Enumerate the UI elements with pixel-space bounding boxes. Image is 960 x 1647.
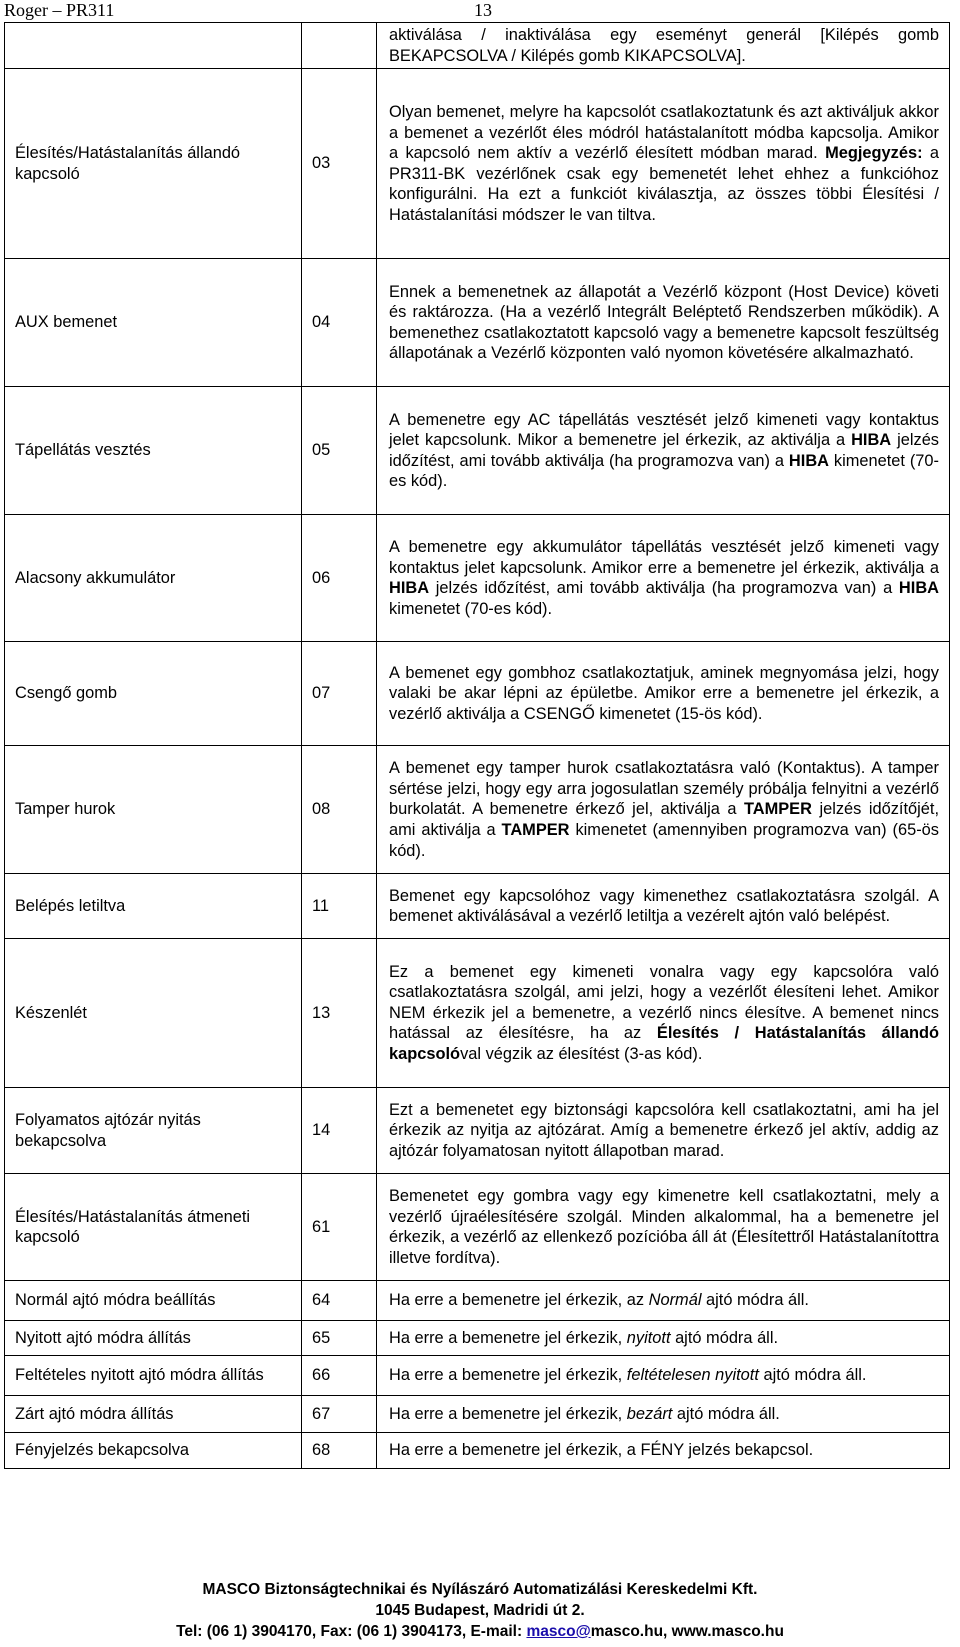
input-function-code: 65: [302, 1321, 377, 1356]
table-row: [5, 23, 950, 69]
input-functions-table: [4, 22, 950, 1469]
input-function-name: [5, 23, 302, 69]
input-function-description: [377, 1321, 950, 1356]
input-function-code: 14: [302, 1088, 377, 1174]
input-function-code: 64: [302, 1281, 377, 1321]
description-text: jelzés időzítést, ami tovább aktiválja (ha programozva van) a: [429, 579, 899, 598]
description-text: ajtó módra áll.: [758, 1366, 867, 1385]
input-function-name: Folyamatos ajtózár nyitás bekapcsolva: [5, 1088, 302, 1174]
table-row: [5, 1321, 950, 1356]
input-function-description: [377, 1281, 950, 1321]
input-function-description: [377, 1356, 950, 1396]
input-function-name: Alacsony akkumulátor: [5, 515, 302, 642]
input-function-description: [377, 642, 950, 746]
input-function-description: [377, 1396, 950, 1433]
input-function-code: 67: [302, 1396, 377, 1433]
description-text: A bemenetre egy akkumulátor tápellátás vesztését jelző kimeneti vagy kontaktus jelet kapcsolunk. Amikor erre a bemenetre jel érkezik, aktiválja a: [389, 538, 939, 577]
description-text: aktiválása / inaktiválása egy eseményt generál [Kilépés gomb BEKAPCSOLVA / Kilépés gomb KIKAPCSOLVA].: [389, 26, 939, 65]
table-row: [5, 259, 950, 387]
table-row: [5, 874, 950, 939]
description-text: Ha erre a bemenetre jel érkezik, a FÉNY jelzés bekapcsol.: [389, 1441, 814, 1460]
italic-text: feltételesen nyitott: [626, 1366, 759, 1385]
input-function-name: Tamper hurok: [5, 746, 302, 874]
italic-text: bezárt: [626, 1404, 673, 1423]
input-function-code: 07: [302, 642, 377, 746]
bold-text: TAMPER: [501, 820, 570, 839]
description-text: val végzik az élesítést (3-as kód).: [460, 1045, 703, 1064]
table-row: [5, 1433, 950, 1469]
table-row: [5, 642, 950, 746]
footer-contact: [0, 1621, 960, 1642]
input-function-name: Zárt ajtó módra állítás: [5, 1396, 302, 1433]
table-row: [5, 1356, 950, 1396]
input-function-code: 08: [302, 746, 377, 874]
footer-email-link[interactable]: masco@: [526, 1623, 591, 1640]
description-text: Ha erre a bemenetre jel érkezik,: [389, 1366, 627, 1385]
description-text: ajtó módra áll.: [670, 1328, 779, 1347]
description-text: kimenetet (amennyiben programozva van) (65-ös kód).: [389, 820, 939, 860]
input-function-code: [302, 23, 377, 69]
table-row: [5, 387, 950, 515]
bold-text: HIBA: [788, 451, 829, 470]
footer-address: 1045 Budapest, Madridi út 2.: [375, 1602, 585, 1619]
input-function-description: [377, 1088, 950, 1174]
footer-contact-prefix: Tel: (06 1) 3904170, Fax: (06 1) 3904173, E-mail:: [176, 1623, 527, 1640]
description-text: Ezt a bemenetet egy biztonsági kapcsolóra kell csatlakoztatni, ami ha jel érkezik az nyitja az ajtózárat. Amíg a bemenetre érkező jel aktív, addig az ajtózár folyamatosan nyitott állapotban marad.: [389, 1100, 939, 1160]
bold-text: Megjegyzés:: [825, 144, 923, 163]
input-function-name: Élesítés/Hatástalanítás átmeneti kapcsoló: [5, 1174, 302, 1281]
table-row: [5, 1174, 950, 1281]
input-function-name: Készenlét: [5, 939, 302, 1088]
description-text: ajtó módra áll.: [701, 1291, 809, 1310]
bold-text: HIBA: [898, 579, 939, 598]
footer: [0, 1579, 960, 1642]
table-row: [5, 1088, 950, 1174]
description-text: Ha erre a bemenetre jel érkezik,: [389, 1404, 627, 1423]
input-function-name: AUX bemenet: [5, 259, 302, 387]
description-text: a PR311-BK vezérlőnek csak egy bemenetét lehet ehhez a funkcióhoz konfigurálni. Ha ezt a funkciót kiválasztja, az összes többi Élesítési / Hatástalanítási módszer le van tiltva.: [389, 144, 939, 224]
input-function-name: Tápellátás vesztés: [5, 387, 302, 515]
description-text: A bemenetre egy AC tápellátás vesztését jelző kimeneti vagy kontaktus jelet kapcsolunk. Mikor a bemenetre jel érkezik, az aktiválja a: [389, 410, 939, 450]
description-text: ajtó módra áll.: [672, 1404, 780, 1423]
bold-text: Élesítés / Hatástalanítás állandó kapcsoló: [389, 1024, 939, 1064]
description-text: Bemenet egy kapcsolóhoz vagy kimenethez csatlakoztatásra szolgál. A bemenet aktiválásával a vezérlő letiltja a vezérelt ajtón való belépést.: [389, 886, 939, 926]
input-function-name: Normál ajtó módra beállítás: [5, 1281, 302, 1321]
input-function-code: 13: [302, 939, 377, 1088]
input-function-description: [377, 874, 950, 939]
bold-text: TAMPER: [743, 800, 812, 819]
italic-text: Normál: [648, 1291, 702, 1310]
input-function-name: Nyitott ajtó módra állítás: [5, 1321, 302, 1356]
table-row: [5, 515, 950, 642]
description-text: jelzés időzítőjét, ami aktiválja a: [389, 800, 940, 839]
input-function-code: 04: [302, 259, 377, 387]
input-function-code: 68: [302, 1433, 377, 1469]
description-text: Ez a bemenet egy kimeneti vonalra vagy egy kapcsolóra való csatlakoztatásra szolgál, ami jelzi, hogy a vezérlőt élesíteni lehet. Amikor NEM érkezik jel a bemenetre, a vezérlő nincs élesítve. A bemenet nincs hatással az élesítésre, ha az: [389, 962, 939, 1043]
description-text: A bemenet egy gombhoz csatlakoztatjuk, aminek megnyomása jelzi, hogy valaki be akar lépni az épületbe. Amikor erre a bemenetre jel érkezik, a vezérlő aktiválja a CSENGŐ kimenetet (15-ös kód).: [389, 663, 939, 723]
footer-company: MASCO Biztonságtechnikai és Nyílászáró Automatizálási Kereskedelmi Kft.: [202, 1581, 758, 1598]
input-function-description: [377, 23, 950, 69]
description-text: kimenetet (70-es kód).: [389, 451, 939, 491]
table-row: [5, 69, 950, 259]
input-function-code: 61: [302, 1174, 377, 1281]
bold-text: HIBA: [851, 431, 892, 450]
input-function-description: [377, 939, 950, 1088]
input-function-code: 11: [302, 874, 377, 939]
table-row: [5, 1281, 950, 1321]
italic-text: nyitott: [626, 1328, 671, 1347]
table-row: [5, 939, 950, 1088]
input-function-code: 66: [302, 1356, 377, 1396]
input-function-description: [377, 515, 950, 642]
input-function-code: 06: [302, 515, 377, 642]
description-text: Ha erre a bemenetre jel érkezik,: [389, 1328, 627, 1347]
description-text: A bemenet egy tamper hurok csatlakoztatásra való (Kontaktus). A tamper sértése jelzi, hogy egy arra jogosulatlan személy próbálja felnyitni a vezérlő burkolatát. A bemenetre érkező jel, aktiválja a: [389, 759, 939, 819]
description-text: kimenetet (70-es kód).: [389, 599, 553, 618]
input-function-description: [377, 259, 950, 387]
description-text: Ennek a bemenetnek az állapotát a Vezérlő központ (Host Device) követi és raktározza. (Ha a vezérlő Integrált Beléptető Rendszerben működik). A bemenethez csatlakoztatott kapcsoló vagy a bemenetre kapcsolt feszültség állapotának a Vezérlő központen való nyomon követésére alkalmazható.: [389, 282, 939, 363]
document-title: Roger – PR311: [4, 0, 115, 20]
page-header: [4, 0, 960, 22]
input-function-description: [377, 1174, 950, 1281]
bold-text: HIBA: [389, 579, 430, 598]
description-text: Ha erre a bemenetre jel érkezik, az: [389, 1291, 649, 1310]
input-function-name: Csengő gomb: [5, 642, 302, 746]
input-function-description: [377, 69, 950, 259]
input-function-name: Élesítés/Hatástalanítás állandó kapcsoló: [5, 69, 302, 259]
footer-contact-suffix: masco.hu, www.masco.hu: [590, 1623, 784, 1640]
input-function-name: Feltételes nyitott ajtó módra állítás: [5, 1356, 302, 1396]
description-text: jelzés időzítést, ami tovább aktiválja (ha programozva van) a: [389, 431, 940, 470]
table-row: [5, 1396, 950, 1433]
description-text: Bemenetet egy gombra vagy egy kimenetre kell csatlakoztatni, mely a vezérlő újraélesítésére szolgál. Minden alkalommal, ha a bemenetre jel érkezik, a vezérlő az ellenkező pozícióba áll át (Élesítettről Hatástalanítottra illetve fordítva).: [389, 1187, 939, 1267]
input-function-description: [377, 387, 950, 515]
input-function-code: 03: [302, 69, 377, 259]
description-text: Olyan bemenet, melyre ha kapcsolót csatlakoztatunk és azt aktiváljuk akkor a bemenet a vezérlőt éles módról hatástalanított módba kapcsolja. Amikor a kapcsoló nem aktív a vezérlő élesített módban marad.: [389, 102, 939, 163]
input-function-name: Belépés letiltva: [5, 874, 302, 939]
page-number: 13: [474, 0, 492, 20]
input-function-description: [377, 1433, 950, 1469]
input-function-code: 05: [302, 387, 377, 515]
input-function-description: [377, 746, 950, 874]
table-row: [5, 746, 950, 874]
input-function-name: Fényjelzés bekapcsolva: [5, 1433, 302, 1469]
